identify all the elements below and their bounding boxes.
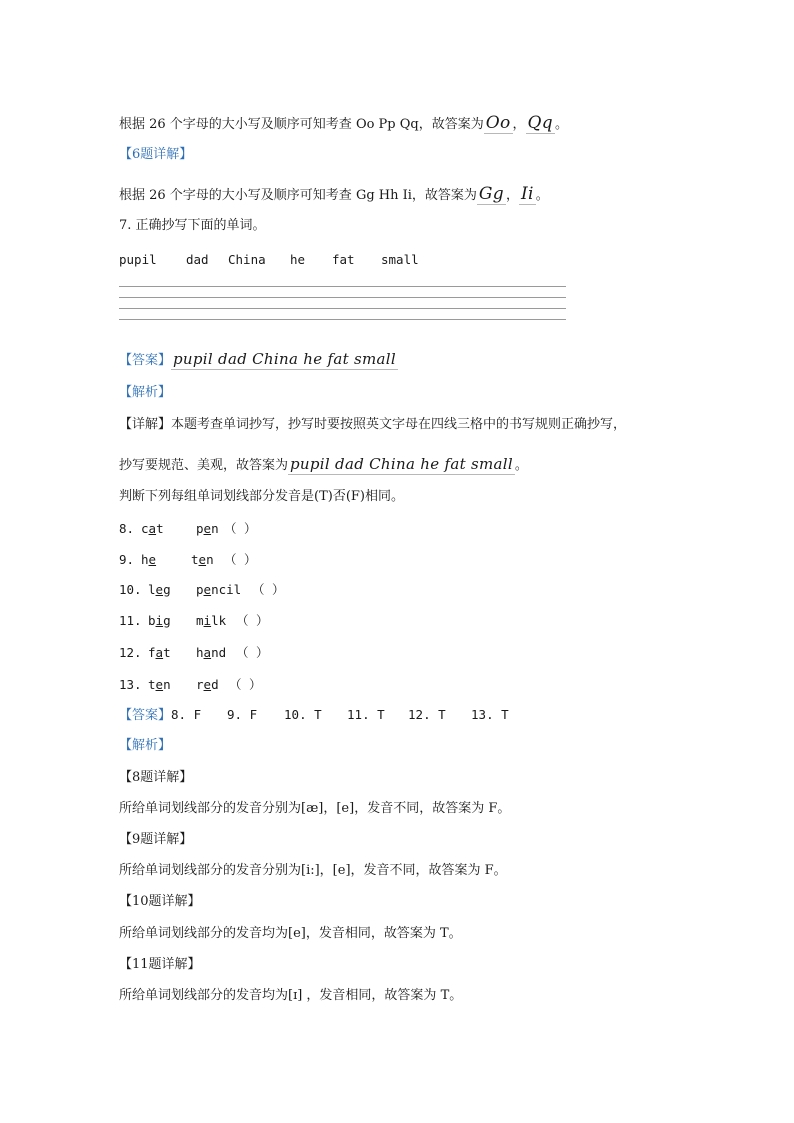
q6-heading: 【6题详解】: [119, 147, 193, 162]
answer-tag: 【答案】: [119, 353, 172, 368]
answer-blank[interactable]: （ ）: [236, 645, 269, 660]
answer-tag: 【答案】: [119, 708, 172, 723]
word1-part: l: [148, 582, 156, 597]
word2-part: p: [196, 582, 204, 597]
answer-blank[interactable]: （ ）: [224, 521, 257, 536]
judge-item: [119, 676, 262, 694]
q7-word: fat: [332, 252, 355, 267]
word1-part: g: [163, 582, 171, 597]
q5-explanation-text: 根据 26 个字母的大小写及顺序可知考查 Oo Pp Qq，故答案为: [119, 117, 484, 132]
word2-underlined: e: [203, 521, 212, 536]
q7-answer: [119, 350, 398, 370]
answer-item: 13. T: [471, 707, 509, 722]
item-number: 9.: [119, 552, 135, 567]
word1-underlined: a: [155, 645, 164, 660]
grid-line: [119, 308, 566, 309]
answer-blank[interactable]: （ ）: [224, 552, 257, 567]
word2-underlined: a: [203, 645, 212, 660]
judge-item: [119, 520, 257, 538]
item-number: 11.: [119, 613, 142, 628]
answer-blank[interactable]: （ ）: [252, 582, 285, 597]
four-line-writing-grid: [119, 286, 566, 320]
word1-part: t: [163, 645, 171, 660]
judge-item: [119, 644, 269, 662]
word1-part: t: [156, 521, 164, 536]
q7-word: small: [381, 252, 419, 267]
grid-line: [119, 319, 566, 320]
word1-part: b: [148, 613, 156, 628]
q7-handwritten-answer: pupil dad China he fat small: [173, 350, 396, 368]
q7-detail-line-2: [119, 455, 528, 475]
q5-explanation: [119, 114, 568, 134]
detail-text: 所给单词划线部分的发音均为[ɪ] ，发音相同，故答案为 T。: [119, 988, 463, 1003]
judge-answers: [119, 706, 509, 725]
item-number: 13.: [119, 677, 142, 692]
detail-text: 所给单词划线部分的发音分别为[æ]，[e]，发音不同，故答案为 F。: [119, 801, 511, 816]
word2-part: h: [196, 645, 204, 660]
q5-answer-2: Qq: [527, 113, 553, 133]
q7-detail-end: 。: [514, 458, 528, 473]
detail-heading: 【10题详解】: [119, 894, 201, 909]
q5-answer-separator: ，: [512, 117, 526, 132]
judge-analysis-tag: 【解析】: [119, 738, 172, 753]
word2-part: n: [211, 521, 219, 536]
grid-line: [119, 286, 566, 287]
answer-item: 10. T: [284, 707, 322, 722]
word1-underlined: e: [155, 677, 164, 692]
q6-explanation-text: 根据 26 个字母的大小写及顺序可知考查 Gg Hh Ii，故答案为: [119, 188, 477, 203]
word1-underlined: a: [148, 521, 157, 536]
q7-detail-line-1: 【详解】本题考查单词抄写，抄写时要按照英文字母在四线三格中的书写规则正确抄写，: [119, 417, 627, 432]
item-number: 10.: [119, 582, 142, 597]
word2-part: r: [196, 677, 204, 692]
word2-underlined: e: [203, 582, 212, 597]
q7-title: 7. 正确抄写下面的单词。: [119, 218, 266, 233]
q7-analysis-tag: 【解析】: [119, 385, 172, 400]
q7-word-list: [119, 251, 419, 269]
word2-part: t: [191, 552, 199, 567]
detail-text: 所给单词划线部分的发音均为[e]，发音相同，故答案为 T。: [119, 926, 462, 941]
detail-text: 所给单词划线部分的发音分别为[i:]，[e]，发音不同，故答案为 F。: [119, 863, 507, 878]
judge-item: [119, 612, 269, 630]
q7-detail-prefix: 抄写要规范、美观，故答案为: [119, 458, 289, 473]
q5-answer-end: 。: [554, 117, 568, 132]
grid-line: [119, 297, 566, 298]
word1-part: f: [148, 645, 156, 660]
q5-answer-1: Oo: [485, 113, 511, 133]
q7-word: dad: [186, 252, 209, 267]
word2-part: m: [196, 613, 204, 628]
item-number: 12.: [119, 645, 142, 660]
answer-blank[interactable]: （ ）: [229, 677, 262, 692]
word2-underlined: i: [203, 613, 212, 628]
word1-underlined: e: [155, 582, 164, 597]
detail-heading: 【11题详解】: [119, 957, 201, 972]
detail-heading: 【8题详解】: [119, 770, 193, 785]
judge-instruction: 判断下列每组单词划线部分发音是(T)否(F)相同。: [119, 489, 404, 504]
answer-blank[interactable]: （ ）: [236, 613, 269, 628]
q7-word: China: [228, 252, 266, 267]
word2-part: ncil: [211, 582, 242, 597]
answer-item: 8. F: [171, 707, 202, 722]
q7-word: pupil: [119, 252, 157, 267]
answer-item: 9. F: [227, 707, 258, 722]
item-number: 8.: [119, 521, 135, 536]
word2-part: nd: [211, 645, 227, 660]
word1-part: t: [148, 677, 156, 692]
q6-answer-separator: ，: [505, 188, 519, 203]
judge-item: [119, 551, 257, 569]
q6-answer-2: Ii: [521, 184, 534, 204]
word1-part: c: [141, 521, 149, 536]
q7-detail-handwritten-answer: pupil dad China he fat small: [290, 455, 513, 473]
q7-word: he: [290, 252, 306, 267]
word2-part: p: [196, 521, 204, 536]
detail-heading: 【9题详解】: [119, 832, 193, 847]
word1-part: h: [141, 552, 149, 567]
word2-underlined: e: [203, 677, 212, 692]
word2-part: d: [211, 677, 219, 692]
answer-item: 11. T: [347, 707, 385, 722]
word2-part: n: [206, 552, 214, 567]
word1-part: n: [163, 677, 171, 692]
word1-part: g: [163, 613, 171, 628]
word2-underlined: e: [198, 552, 207, 567]
judge-item: [119, 581, 285, 599]
answer-item: 12. T: [408, 707, 446, 722]
q6-answer-end: 。: [535, 188, 549, 203]
word1-underlined: i: [155, 613, 164, 628]
word1-underlined: e: [148, 552, 157, 567]
q6-explanation: [119, 185, 549, 205]
q6-answer-1: Gg: [478, 184, 504, 204]
word2-part: lk: [211, 613, 227, 628]
